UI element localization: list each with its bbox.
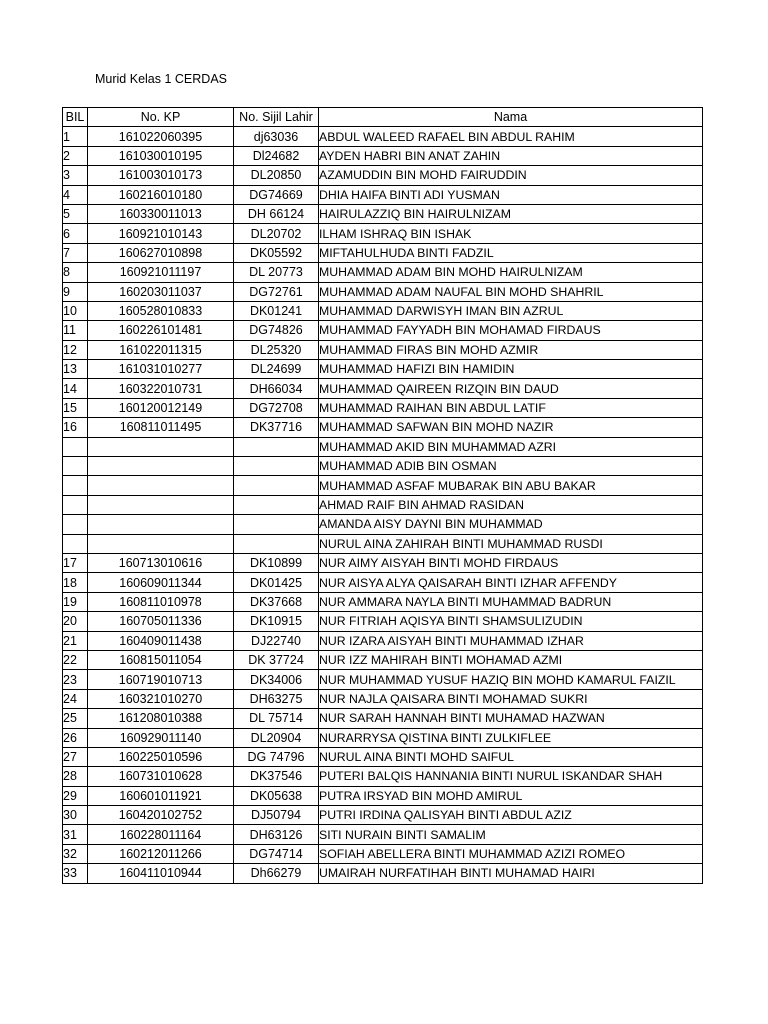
cell-no-kp: 160713010616 [88, 553, 234, 572]
cell-bil [63, 495, 88, 514]
cell-no-kp [88, 476, 234, 495]
cell-no-sijil-lahir [234, 457, 319, 476]
table-row [63, 301, 703, 320]
cell-nama: NURUL AINA BINTI MOHD SAIFUL [319, 747, 703, 766]
table-row [63, 321, 703, 340]
cell-no-sijil-lahir: DK05638 [234, 786, 319, 805]
cell-no-kp: 160321010270 [88, 689, 234, 708]
cell-no-kp: 160528010833 [88, 301, 234, 320]
table-row [63, 573, 703, 592]
cell-bil: 2 [63, 146, 88, 165]
cell-no-kp [88, 515, 234, 534]
cell-no-sijil-lahir: dj63036 [234, 127, 319, 146]
cell-no-sijil-lahir: DH63126 [234, 825, 319, 844]
cell-bil: 14 [63, 379, 88, 398]
cell-nama: NUR MUHAMMAD YUSUF HAZIQ BIN MOHD KAMARUL FAIZIL [319, 670, 703, 689]
cell-no-sijil-lahir: DK 37724 [234, 650, 319, 669]
cell-no-sijil-lahir: DJ50794 [234, 806, 319, 825]
table-row [63, 844, 703, 863]
cell-nama: MUHAMMAD FAYYADH BIN MOHAMAD FIRDAUS [319, 321, 703, 340]
cell-nama: NUR IZARA AISYAH BINTI MUHAMMAD IZHAR [319, 631, 703, 650]
cell-bil: 26 [63, 728, 88, 747]
table-row [63, 553, 703, 572]
cell-nama: NUR AIMY AISYAH BINTI MOHD FIRDAUS [319, 553, 703, 572]
table-row [63, 340, 703, 359]
cell-bil: 29 [63, 786, 88, 805]
cell-nama: HAIRULAZZIQ BIN HAIRULNIZAM [319, 204, 703, 223]
cell-bil: 15 [63, 398, 88, 417]
table-row [63, 786, 703, 805]
table-row [63, 515, 703, 534]
cell-bil: 17 [63, 553, 88, 572]
cell-nama: AZAMUDDIN BIN MOHD FAIRUDDIN [319, 166, 703, 185]
cell-no-kp: 160731010628 [88, 767, 234, 786]
cell-nama: MUHAMMAD AKID BIN MUHAMMAD AZRI [319, 437, 703, 456]
cell-nama: NUR AISYA ALYA QAISARAH BINTI IZHAR AFFENDY [319, 573, 703, 592]
cell-no-sijil-lahir: DK34006 [234, 670, 319, 689]
cell-no-kp: 160921011197 [88, 263, 234, 282]
cell-no-sijil-lahir: DL24699 [234, 360, 319, 379]
cell-bil: 22 [63, 650, 88, 669]
cell-no-kp: 161022011315 [88, 340, 234, 359]
table-row [63, 689, 703, 708]
table-row [63, 825, 703, 844]
cell-nama: MIFTAHULHUDA BINTI FADZIL [319, 243, 703, 262]
cell-no-sijil-lahir: DG74714 [234, 844, 319, 863]
cell-no-kp: 161031010277 [88, 360, 234, 379]
cell-bil: 13 [63, 360, 88, 379]
cell-no-sijil-lahir: Dl24682 [234, 146, 319, 165]
cell-bil: 1 [63, 127, 88, 146]
cell-bil [63, 457, 88, 476]
header-bil: BIL [63, 108, 88, 127]
cell-no-sijil-lahir: DL25320 [234, 340, 319, 359]
cell-no-kp: 161022060395 [88, 127, 234, 146]
cell-nama: NUR AMMARA NAYLA BINTI MUHAMMAD BADRUN [319, 592, 703, 611]
cell-no-sijil-lahir: DK01241 [234, 301, 319, 320]
cell-no-sijil-lahir: DG74669 [234, 185, 319, 204]
cell-bil: 3 [63, 166, 88, 185]
cell-bil [63, 476, 88, 495]
table-row [63, 185, 703, 204]
cell-no-kp: 160226101481 [88, 321, 234, 340]
cell-nama: MUHAMMAD FIRAS BIN MOHD AZMIR [319, 340, 703, 359]
table-row [63, 166, 703, 185]
cell-no-kp: 160811010978 [88, 592, 234, 611]
cell-nama: PUTRI IRDINA QALISYAH BINTI ABDUL AZIZ [319, 806, 703, 825]
cell-no-kp: 160627010898 [88, 243, 234, 262]
cell-no-sijil-lahir: DL20904 [234, 728, 319, 747]
cell-nama: AHMAD RAIF BIN AHMAD RASIDAN [319, 495, 703, 514]
cell-bil: 11 [63, 321, 88, 340]
cell-no-kp: 160929011140 [88, 728, 234, 747]
cell-no-kp: 160601011921 [88, 786, 234, 805]
cell-bil: 8 [63, 263, 88, 282]
cell-no-kp: 160921010143 [88, 224, 234, 243]
cell-nama: MUHAMMAD ADAM NAUFAL BIN MOHD SHAHRIL [319, 282, 703, 301]
cell-nama: ABDUL WALEED RAFAEL BIN ABDUL RAHIM [319, 127, 703, 146]
table-row [63, 146, 703, 165]
cell-nama: MUHAMMAD HAFIZI BIN HAMIDIN [319, 360, 703, 379]
cell-bil: 12 [63, 340, 88, 359]
table-row [63, 437, 703, 456]
cell-nama: DHIA HAIFA BINTI ADI YUSMAN [319, 185, 703, 204]
table-row [63, 379, 703, 398]
cell-no-kp: 160203011037 [88, 282, 234, 301]
table-row [63, 204, 703, 223]
header-nama: Nama [319, 108, 703, 127]
cell-no-sijil-lahir: DK05592 [234, 243, 319, 262]
table-row [63, 495, 703, 514]
cell-no-kp: 160330011013 [88, 204, 234, 223]
cell-no-kp: 160609011344 [88, 573, 234, 592]
cell-no-kp [88, 495, 234, 514]
cell-no-sijil-lahir [234, 515, 319, 534]
cell-nama: MUHAMMAD ASFAF MUBARAK BIN ABU BAKAR [319, 476, 703, 495]
cell-bil: 25 [63, 709, 88, 728]
document-title: Murid Kelas 1 CERDAS [95, 72, 227, 86]
table-row [63, 747, 703, 766]
cell-bil: 10 [63, 301, 88, 320]
cell-bil: 16 [63, 418, 88, 437]
cell-bil: 5 [63, 204, 88, 223]
cell-no-sijil-lahir [234, 495, 319, 514]
table-row [63, 263, 703, 282]
cell-nama: NUR FITRIAH AQISYA BINTI SHAMSULIZUDIN [319, 612, 703, 631]
cell-no-kp [88, 457, 234, 476]
table-row [63, 670, 703, 689]
cell-bil [63, 534, 88, 553]
cell-nama: NURARRYSA QISTINA BINTI ZULKIFLEE [319, 728, 703, 747]
cell-no-kp: 160420102752 [88, 806, 234, 825]
table-row [63, 767, 703, 786]
cell-nama: UMAIRAH NURFATIHAH BINTI MUHAMAD HAIRI [319, 864, 703, 883]
table-row [63, 534, 703, 553]
cell-bil: 19 [63, 592, 88, 611]
cell-bil: 7 [63, 243, 88, 262]
table-row [63, 612, 703, 631]
cell-no-kp: 161208010388 [88, 709, 234, 728]
cell-nama: NURUL AINA ZAHIRAH BINTI MUHAMMAD RUSDI [319, 534, 703, 553]
cell-no-kp: 160811011495 [88, 418, 234, 437]
cell-bil: 33 [63, 864, 88, 883]
cell-no-kp: 160705011336 [88, 612, 234, 631]
table-body [63, 127, 703, 883]
cell-bil: 21 [63, 631, 88, 650]
table-row [63, 864, 703, 883]
table-row [63, 224, 703, 243]
cell-no-sijil-lahir [234, 534, 319, 553]
cell-nama: MUHAMMAD DARWISYH IMAN BIN AZRUL [319, 301, 703, 320]
cell-bil: 18 [63, 573, 88, 592]
cell-no-kp: 160216010180 [88, 185, 234, 204]
cell-no-sijil-lahir [234, 437, 319, 456]
cell-nama: MUHAMMAD ADIB BIN OSMAN [319, 457, 703, 476]
table-row [63, 806, 703, 825]
cell-no-kp: 161003010173 [88, 166, 234, 185]
cell-nama: PUTRA IRSYAD BIN MOHD AMIRUL [319, 786, 703, 805]
cell-no-kp: 160815011054 [88, 650, 234, 669]
cell-no-sijil-lahir: DL 75714 [234, 709, 319, 728]
cell-no-kp: 161030010195 [88, 146, 234, 165]
cell-bil: 28 [63, 767, 88, 786]
table-row [63, 243, 703, 262]
cell-bil: 24 [63, 689, 88, 708]
student-table [62, 107, 703, 884]
cell-no-sijil-lahir: DK10915 [234, 612, 319, 631]
cell-no-sijil-lahir: DG72708 [234, 398, 319, 417]
header-row [63, 108, 703, 127]
cell-nama: ILHAM ISHRAQ BIN ISHAK [319, 224, 703, 243]
cell-no-sijil-lahir: DK37546 [234, 767, 319, 786]
cell-no-kp: 160228011164 [88, 825, 234, 844]
cell-bil: 4 [63, 185, 88, 204]
cell-no-sijil-lahir: DH 66124 [234, 204, 319, 223]
cell-no-kp: 160322010731 [88, 379, 234, 398]
cell-no-sijil-lahir: DH63275 [234, 689, 319, 708]
cell-no-sijil-lahir: DG72761 [234, 282, 319, 301]
cell-no-sijil-lahir: DK01425 [234, 573, 319, 592]
table-row [63, 709, 703, 728]
cell-no-sijil-lahir: DK10899 [234, 553, 319, 572]
cell-bil: 32 [63, 844, 88, 863]
table-row [63, 457, 703, 476]
cell-nama: SOFIAH ABELLERA BINTI MUHAMMAD AZIZI ROMEO [319, 844, 703, 863]
cell-no-sijil-lahir: DK37668 [234, 592, 319, 611]
cell-nama: AMANDA AISY DAYNI BIN MUHAMMAD [319, 515, 703, 534]
cell-bil: 31 [63, 825, 88, 844]
cell-nama: NUR IZZ MAHIRAH BINTI MOHAMAD AZMI [319, 650, 703, 669]
cell-no-sijil-lahir: DH66034 [234, 379, 319, 398]
cell-bil: 23 [63, 670, 88, 689]
table-row [63, 360, 703, 379]
cell-bil: 20 [63, 612, 88, 631]
cell-no-sijil-lahir: DG74826 [234, 321, 319, 340]
cell-bil: 27 [63, 747, 88, 766]
cell-no-kp: 160120012149 [88, 398, 234, 417]
cell-no-sijil-lahir: DL 20773 [234, 263, 319, 282]
cell-bil: 6 [63, 224, 88, 243]
cell-bil: 30 [63, 806, 88, 825]
cell-bil [63, 437, 88, 456]
cell-bil [63, 515, 88, 534]
table-row [63, 592, 703, 611]
cell-no-sijil-lahir: DJ22740 [234, 631, 319, 650]
cell-no-kp [88, 437, 234, 456]
table-row [63, 650, 703, 669]
table-row [63, 127, 703, 146]
cell-no-sijil-lahir: DL20850 [234, 166, 319, 185]
cell-nama: MUHAMMAD QAIREEN RIZQIN BIN DAUD [319, 379, 703, 398]
cell-no-sijil-lahir: Dh66279 [234, 864, 319, 883]
cell-no-kp [88, 534, 234, 553]
cell-no-kp: 160719010713 [88, 670, 234, 689]
table-row [63, 631, 703, 650]
cell-no-sijil-lahir: DK37716 [234, 418, 319, 437]
table-row [63, 398, 703, 417]
cell-no-kp: 160411010944 [88, 864, 234, 883]
cell-nama: PUTERI BALQIS HANNANIA BINTI NURUL ISKANDAR SHAH [319, 767, 703, 786]
cell-nama: SITI NURAIN BINTI SAMALIM [319, 825, 703, 844]
cell-nama: MUHAMMAD ADAM BIN MOHD HAIRULNIZAM [319, 263, 703, 282]
cell-nama: AYDEN HABRI BIN ANAT ZAHIN [319, 146, 703, 165]
table-row [63, 282, 703, 301]
cell-no-sijil-lahir: DG 74796 [234, 747, 319, 766]
cell-bil: 9 [63, 282, 88, 301]
cell-no-kp: 160409011438 [88, 631, 234, 650]
cell-no-kp: 160212011266 [88, 844, 234, 863]
cell-no-sijil-lahir: DL20702 [234, 224, 319, 243]
cell-nama: MUHAMMAD RAIHAN BIN ABDUL LATIF [319, 398, 703, 417]
header-no-kp: No. KP [88, 108, 234, 127]
cell-no-sijil-lahir [234, 476, 319, 495]
header-no-sijil-lahir: No. Sijil Lahir [234, 108, 319, 127]
table-row [63, 418, 703, 437]
cell-nama: NUR NAJLA QAISARA BINTI MOHAMAD SUKRI [319, 689, 703, 708]
cell-no-kp: 160225010596 [88, 747, 234, 766]
table-row [63, 476, 703, 495]
table-row [63, 728, 703, 747]
cell-nama: MUHAMMAD SAFWAN BIN MOHD NAZIR [319, 418, 703, 437]
cell-nama: NUR SARAH HANNAH BINTI MUHAMAD HAZWAN [319, 709, 703, 728]
